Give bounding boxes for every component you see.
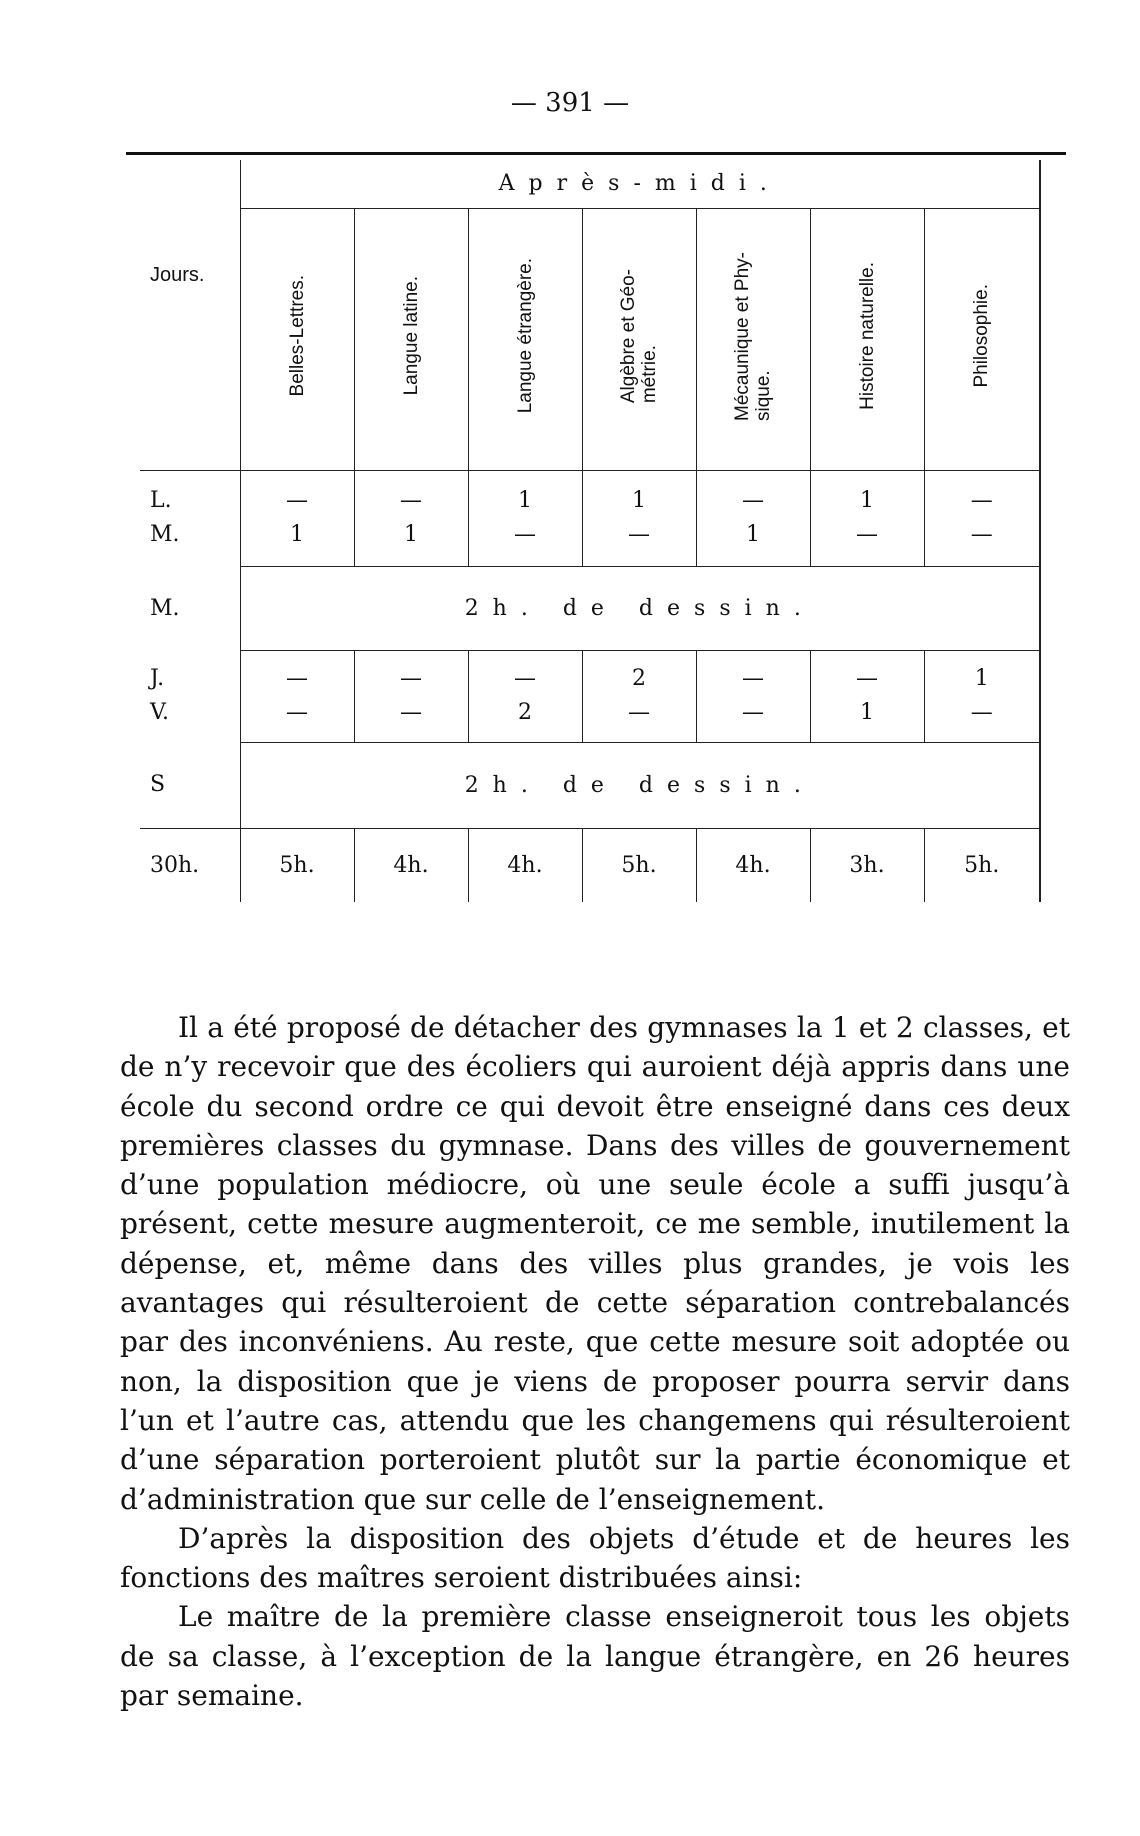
subject-header [924, 208, 1040, 470]
block1-days [140, 470, 240, 566]
days-header-spacer [140, 160, 240, 208]
hours-cell: — 1 [354, 470, 468, 566]
subject-label: Histoire naturelle. [856, 262, 878, 410]
day-label: V. [150, 700, 170, 725]
total-cell: 4h. [696, 828, 810, 902]
timetable [140, 160, 1041, 902]
subject-header [354, 208, 468, 470]
day-label: M. [150, 522, 180, 548]
total-cell: 30h. [150, 852, 200, 878]
day-label: S [140, 742, 240, 828]
paragraph: D’après la disposition des objets d’étude et de heures les fonctions des maîtres seroient distribuées ainsi: [120, 1521, 1070, 1595]
hours-cell: — — [354, 650, 468, 742]
drawing-row-1: 2h. de dessin. [240, 566, 1040, 650]
total-cell: 4h. [354, 828, 468, 902]
day-label: L. [150, 488, 172, 514]
hours-cell: — 2 [468, 650, 582, 742]
subject-header [468, 208, 582, 470]
hours-cell: — 1 [696, 470, 810, 566]
top-rule [126, 152, 1066, 155]
hours-cell: 1 — [924, 650, 1040, 742]
day-label: M. [150, 595, 180, 621]
block2-days [140, 650, 240, 742]
total-cell: 5h. [240, 828, 354, 902]
subject-header [810, 208, 924, 470]
subject-label: Algèbre et Géo- métrie. [618, 268, 660, 404]
total-cell: 5h. [582, 828, 696, 902]
hours-cell: 1 — [582, 470, 696, 566]
body-text [120, 1008, 1070, 1715]
total-cell: 4h. [468, 828, 582, 902]
page-number: — 391 — [510, 88, 630, 118]
subject-label: Belles-Lettres. [286, 275, 308, 397]
hours-cell: 2 — [582, 650, 696, 742]
days-header: Jours. [140, 208, 240, 470]
hours-cell: 1 — [810, 470, 924, 566]
subject-header [582, 208, 696, 470]
header-group: Après-midi. [240, 160, 1040, 208]
day-label: J. [150, 666, 165, 691]
total-cell: 5h. [924, 828, 1040, 902]
hours-cell: — — [696, 650, 810, 742]
subject-header [696, 208, 810, 470]
subject-label: Philosophie. [971, 284, 993, 388]
subject-label: Langue étrangère. [514, 258, 536, 414]
hours-cell: 1 — [468, 470, 582, 566]
paragraph: Le maître de la première classe enseigneroit tous les objets de sa classe, à l’exception de la langue étrangère, en 26 heures par semaine. [120, 1600, 1070, 1713]
hours-cell: — 1 [240, 470, 354, 566]
drawing-row-2: 2h. de dessin. [240, 742, 1040, 828]
paragraph: Il a été proposé de détacher des gymnases la 1 et 2 classes, et de n’y recevoir que des écoliers qui auroient déjà appris dans une école du second ordre ce qui devoit être enseigné dans ces deux premières classes du gymnase. Dans des villes de gouvernement d’une population médiocre, où une seule école a suffi jusqu’à présent, cette mesure augmenteroit, ce me semble, inutilement la dépense, et, même dans des villes plus grandes, je vois les avantages qui résulteroient de cette séparation contrebalancés par des inconvéniens. Au reste, que cette mesure soit adoptée ou non, la disposition que je viens de proposer pourra servir dans l’un et l’autre cas, attendu que les changemens qui résulteroient d’une séparation porteroient plutôt sur la partie économique et d’administration que sur celle de l’enseignement. [120, 1011, 1070, 1516]
subject-label: Mécaunique et Phy- sique. [732, 251, 774, 421]
subject-header [240, 208, 354, 470]
hours-cell: — 1 [810, 650, 924, 742]
hours-cell: — — [924, 470, 1040, 566]
subject-label: Langue latine. [400, 276, 422, 396]
total-cell: 3h. [810, 828, 924, 902]
hours-cell: — — [240, 650, 354, 742]
